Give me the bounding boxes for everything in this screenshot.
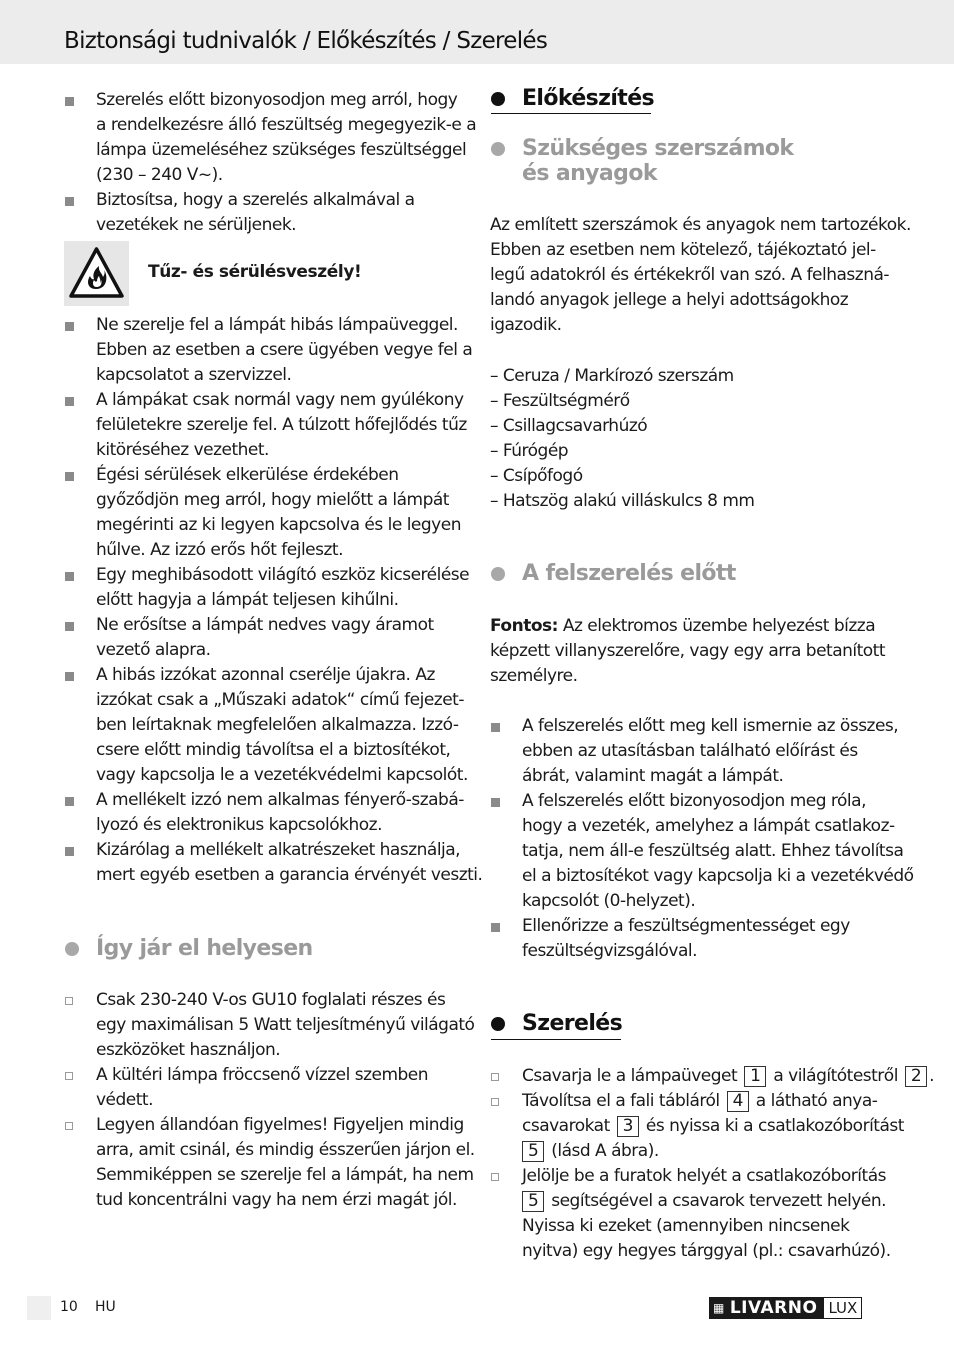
text-line: eszközöket használjon. xyxy=(96,1040,281,1060)
text-line: Biztosítsa, hogy a szerelés alkalmával a xyxy=(96,190,415,210)
section-heading: Szükséges szerszámok xyxy=(522,136,794,161)
text-fragment: (lásd A ábra). xyxy=(551,1141,659,1161)
text-line: tatja, nem áll-e feszültség alatt. Ehhez távolítsa xyxy=(522,841,904,861)
text-line: A mellékelt izzó nem alkalmas fényerő-szabá- xyxy=(96,790,464,810)
heading-underline xyxy=(491,113,651,114)
bullet-square xyxy=(65,197,74,206)
heading-dot xyxy=(65,942,79,956)
part-number: 3 xyxy=(617,1116,639,1137)
part-number: 1 xyxy=(744,1066,766,1087)
text-line: Szerelés előtt bizonyosodjon meg arról, hogy xyxy=(96,90,458,110)
text-line: vezetékek ne sérüljenek. xyxy=(96,215,297,235)
text-line: nyitva) egy hegyes tárggyal (pl.: csavarhúzó). xyxy=(522,1241,891,1261)
text-line: el a biztosítékot vagy kapcsolja ki a vezetékvédő xyxy=(522,866,914,886)
text-line: a rendelkezésre álló feszültség megegyezik-e a xyxy=(96,115,477,135)
text-line: landó anyagok jellege a helyi adottságokhoz xyxy=(490,290,849,310)
logo-text: LIVARNO xyxy=(729,1298,818,1318)
list-item: – Csillagcsavarhúzó xyxy=(490,416,648,436)
bullet-square xyxy=(65,97,74,106)
heading-dot xyxy=(491,1017,505,1031)
text-line xyxy=(522,1064,934,1089)
text-line: A lámpákat csak normál vagy nem gyúlékony xyxy=(96,390,464,410)
section-heading: Előkészítés xyxy=(522,86,655,111)
text-fragment: csavarokat xyxy=(522,1116,610,1136)
important-text: Az elektromos üzembe helyezést bízza xyxy=(557,616,876,636)
text-line: képzett villanyszerelőre, vagy egy arra betanított xyxy=(490,641,886,661)
logo-main xyxy=(709,1297,823,1319)
text-fragment: a látható anya- xyxy=(755,1091,878,1111)
text-line: feszültségvizsgálóval. xyxy=(522,941,697,961)
text-line: Ellenőrizze a feszültségmentességet egy xyxy=(522,916,850,936)
heading-dot xyxy=(491,92,505,106)
list-item: – Csípőfogó xyxy=(490,466,583,486)
text-line: Ne erősítse a lámpát nedves vagy áramot xyxy=(96,615,434,635)
text-line: Égési sérülések elkerülése érdekében xyxy=(96,465,399,485)
bullet-outline xyxy=(65,997,73,1005)
text-line: Legyen állandóan figyelmes! Figyeljen mindig xyxy=(96,1115,464,1135)
bullet-square xyxy=(65,672,74,681)
bullet-square xyxy=(65,572,74,581)
text-line: kitöréséhez vezethet. xyxy=(96,440,269,460)
text-line: tud koncentrálni vagy ha nem érzi magát jól. xyxy=(96,1190,457,1210)
list-item: – Fúrógép xyxy=(490,441,569,461)
text-line xyxy=(522,1114,904,1139)
heading-dot xyxy=(491,567,505,581)
text-line: felületekre szerelje fel. A túlzott hőfejlődés tűz xyxy=(96,415,467,435)
text-line: Ne szerelje fel a lámpát hibás lámpaüveggel. xyxy=(96,315,458,335)
text-line: lámpa üzemeléséhez szükséges feszültséggel xyxy=(96,140,467,160)
warning-label: Tűz- és sérülésveszély! xyxy=(148,262,362,282)
logo-lux: LUX xyxy=(823,1297,862,1319)
text-line: igazodik. xyxy=(490,315,562,335)
text-line: kapcsolatot a szervizzel. xyxy=(96,365,292,385)
part-number: 5 xyxy=(522,1191,544,1212)
section-heading: Így jár el helyesen xyxy=(96,936,313,961)
text-line: lyozó és elektronikus kapcsolókhoz. xyxy=(96,815,382,835)
text-line xyxy=(520,1139,659,1164)
bullet-outline xyxy=(65,1122,73,1130)
bullet-square xyxy=(491,798,500,807)
bullet-outline xyxy=(491,1173,499,1181)
bullet-outline xyxy=(491,1098,499,1106)
text-line: Nyissa ki ezeket (amennyiben nincsenek xyxy=(522,1216,850,1236)
text-line: győződjön meg arról, hogy mielőtt a lámpát xyxy=(96,490,449,510)
fire-hazard-icon xyxy=(64,241,129,306)
text-fragment: segítségével a csavarok tervezett helyén. xyxy=(551,1191,887,1211)
text-line: személyre. xyxy=(490,666,578,686)
text-line: A hibás izzókat azonnal cserélje újakra. Az xyxy=(96,665,435,685)
text-line: egy maximálisan 5 Watt teljesítményű világató xyxy=(96,1015,475,1035)
bullet-outline xyxy=(65,1072,73,1080)
bullet-square xyxy=(65,622,74,631)
text-line: Egy meghibásodott világító eszköz kicserélése xyxy=(96,565,470,585)
text-line xyxy=(522,1089,877,1114)
text-line xyxy=(520,1189,886,1214)
text-line: Kizárólag a mellékelt alkatrészeket használja, xyxy=(96,840,461,860)
section-heading: és anyagok xyxy=(522,161,657,186)
page-number: 10 xyxy=(60,1299,78,1315)
bullet-square xyxy=(65,322,74,331)
part-number: 4 xyxy=(727,1091,749,1112)
text-line: előtt hagyja a lámpát teljesen kihűlni. xyxy=(96,590,399,610)
text-line: csere előtt mindig távolítsa el a biztosítékot, xyxy=(96,740,451,760)
text-fragment: és nyissa ki a csatlakozóborítást xyxy=(645,1116,904,1136)
text-line: Az említett szerszámok és anyagok nem tartozékok. xyxy=(490,215,911,235)
text-line: Jelölje be a furatok helyét a csatlakozóborítás xyxy=(522,1166,886,1186)
list-item: – Feszültségmérő xyxy=(490,391,630,411)
page-marker xyxy=(27,1296,51,1320)
text-line: kapcsolót (0-helyzet). xyxy=(522,891,696,911)
logo-mark-icon: ▦ xyxy=(713,1301,725,1315)
bullet-square xyxy=(65,847,74,856)
text-line: Semmiképpen se szerelje fel a lámpát, ha nem xyxy=(96,1165,474,1185)
bullet-square xyxy=(65,397,74,406)
language-code: HU xyxy=(95,1299,116,1315)
section-heading: A felszerelés előtt xyxy=(522,561,736,586)
text-line: hogy a vezeték, amelyhez a lámpát csatlakoz- xyxy=(522,816,895,836)
bullet-square xyxy=(491,923,500,932)
text-line: Ebben az esetben a csere ügyében vegye fel a xyxy=(96,340,473,360)
text-line: hűlve. Az izzó erős hőt fejleszt. xyxy=(96,540,343,560)
bullet-outline xyxy=(491,1073,499,1081)
text-line: arra, amit csinál, és mindig ésszerűen járjon el. xyxy=(96,1140,475,1160)
text-line: Csak 230-240 V-os GU10 foglalati részes és xyxy=(96,990,446,1010)
part-number: 2 xyxy=(905,1066,927,1087)
bullet-square xyxy=(491,723,500,732)
bullet-square xyxy=(65,472,74,481)
warning-box xyxy=(64,241,129,306)
list-item: – Ceruza / Markírozó szerszám xyxy=(490,366,734,386)
text-line: ábrát, valamint magát a lámpát. xyxy=(522,766,784,786)
bullet-square xyxy=(65,797,74,806)
important-line xyxy=(490,614,875,639)
text-line: ben leírtaknak megfelelően alkalmazza. Izzó- xyxy=(96,715,459,735)
text-line: izzókat csak a „Műszaki adatok“ című fejezet- xyxy=(96,690,464,710)
text-fragment: a világítótestről xyxy=(773,1066,898,1086)
section-heading: Szerelés xyxy=(522,1011,623,1036)
heading-dot xyxy=(491,142,505,156)
text-line: vagy kapcsolja le a vezetékvédelmi kapcsolót. xyxy=(96,765,468,785)
text-line: Ebben az esetben nem kötelező, tájékoztató jel- xyxy=(490,240,876,260)
text-fragment: . xyxy=(929,1066,935,1086)
text-line: A kültéri lámpa fröccsenő vízzel szemben xyxy=(96,1065,429,1085)
text-line: vezető alapra. xyxy=(96,640,211,660)
text-line: megérinti az ki legyen kapcsolva és le legyen xyxy=(96,515,461,535)
text-line: A felszerelés előtt meg kell ismernie az összes, xyxy=(522,716,899,736)
text-fragment: Csavarja le a lámpaüveget xyxy=(522,1066,738,1086)
part-number: 5 xyxy=(522,1141,544,1162)
text-line: ebben az utasításban található előírást és xyxy=(522,741,858,761)
brand-logo xyxy=(709,1297,862,1319)
text-line: (230 – 240 V~). xyxy=(96,165,223,185)
text-line: védett. xyxy=(96,1090,154,1110)
important-label: Fontos: xyxy=(490,616,558,636)
text-fragment: Távolítsa el a fali tábláról xyxy=(522,1091,720,1111)
list-item: – Hatszög alakú villáskulcs 8 mm xyxy=(490,491,755,511)
text-line: A felszerelés előtt bizonyosodjon meg róla, xyxy=(522,791,866,811)
text-line: mert egyéb esetben a garancia érvényét veszti. xyxy=(96,865,483,885)
page-title: Biztonsági tudnivalók / Előkészítés / Szerelés xyxy=(64,28,548,54)
text-line: legű adatokról és értékekről van szó. A felhaszná- xyxy=(490,265,890,285)
heading-underline xyxy=(491,1039,621,1040)
